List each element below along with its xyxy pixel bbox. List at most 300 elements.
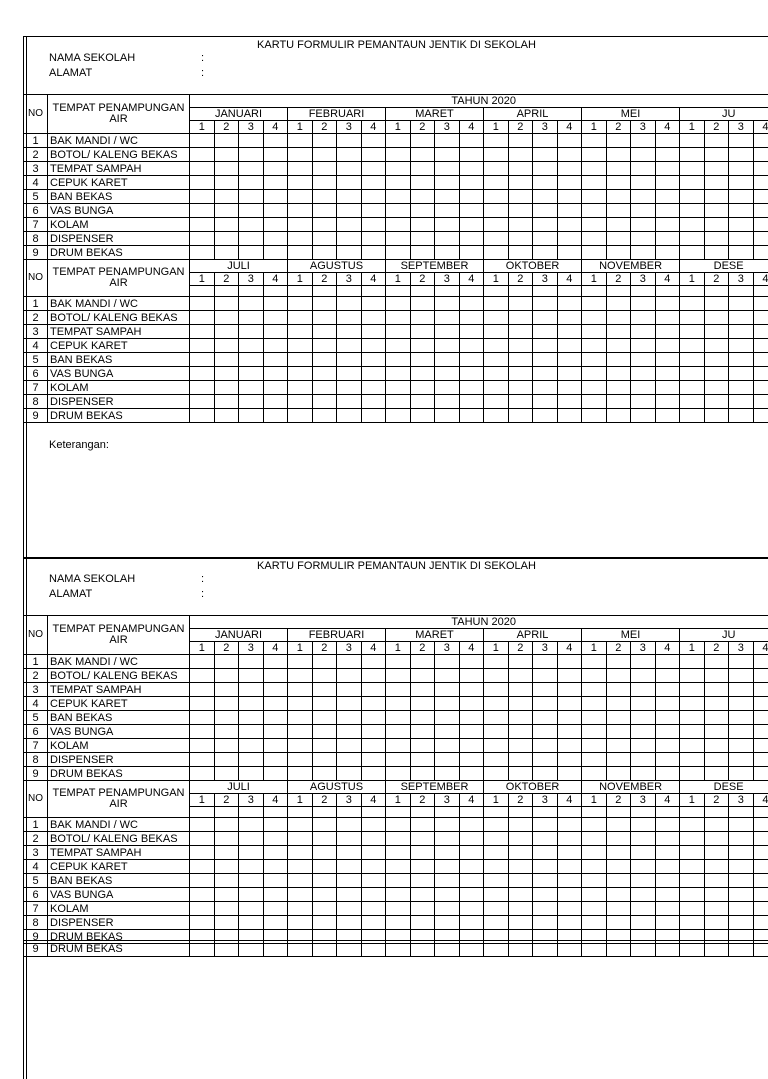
check-cell[interactable] [435, 311, 460, 325]
check-cell[interactable] [312, 204, 337, 218]
check-cell[interactable] [386, 846, 411, 860]
check-cell[interactable] [631, 697, 656, 711]
check-cell[interactable] [337, 176, 362, 190]
check-cell[interactable] [361, 739, 386, 753]
check-cell[interactable] [631, 874, 656, 888]
check-cell[interactable] [361, 246, 386, 260]
check-cell[interactable] [655, 162, 680, 176]
check-cell[interactable] [288, 902, 313, 916]
check-cell[interactable] [508, 846, 533, 860]
check-cell[interactable] [557, 683, 582, 697]
check-cell[interactable] [582, 655, 607, 669]
check-cell[interactable] [410, 818, 435, 832]
check-cell[interactable] [386, 739, 411, 753]
check-cell[interactable] [606, 818, 631, 832]
check-cell[interactable] [729, 916, 754, 930]
check-cell[interactable] [435, 353, 460, 367]
check-cell[interactable] [214, 767, 239, 781]
check-cell[interactable] [753, 832, 768, 846]
check-cell[interactable] [263, 162, 288, 176]
check-cell[interactable] [288, 832, 313, 846]
check-cell[interactable] [312, 409, 337, 423]
check-cell[interactable] [214, 846, 239, 860]
check-cell[interactable] [655, 353, 680, 367]
check-cell[interactable] [386, 367, 411, 381]
check-cell[interactable] [337, 832, 362, 846]
check-cell[interactable] [410, 339, 435, 353]
check-cell[interactable] [288, 767, 313, 781]
check-cell[interactable] [729, 902, 754, 916]
check-cell[interactable] [288, 353, 313, 367]
check-cell[interactable] [435, 941, 460, 956]
check-cell[interactable] [680, 148, 705, 162]
check-cell[interactable] [288, 697, 313, 711]
check-cell[interactable] [533, 367, 558, 381]
check-cell[interactable] [410, 297, 435, 311]
check-cell[interactable] [214, 353, 239, 367]
check-cell[interactable] [753, 683, 768, 697]
check-cell[interactable] [386, 311, 411, 325]
check-cell[interactable] [753, 941, 768, 956]
check-cell[interactable] [484, 846, 509, 860]
check-cell[interactable] [239, 846, 264, 860]
check-cell[interactable] [729, 874, 754, 888]
check-cell[interactable] [655, 767, 680, 781]
check-cell[interactable] [190, 916, 215, 930]
check-cell[interactable] [582, 409, 607, 423]
check-cell[interactable] [361, 860, 386, 874]
check-cell[interactable] [214, 818, 239, 832]
check-cell[interactable] [557, 711, 582, 725]
check-cell[interactable] [263, 739, 288, 753]
check-cell[interactable] [214, 148, 239, 162]
check-cell[interactable] [410, 232, 435, 246]
check-cell[interactable] [239, 218, 264, 232]
check-cell[interactable] [704, 367, 729, 381]
check-cell[interactable] [214, 367, 239, 381]
check-cell[interactable] [631, 655, 656, 669]
check-cell[interactable] [655, 725, 680, 739]
check-cell[interactable] [729, 311, 754, 325]
check-cell[interactable] [704, 395, 729, 409]
check-cell[interactable] [239, 902, 264, 916]
check-cell[interactable] [190, 162, 215, 176]
check-cell[interactable] [190, 148, 215, 162]
check-cell[interactable] [680, 753, 705, 767]
check-cell[interactable] [704, 941, 729, 956]
check-cell[interactable] [508, 941, 533, 956]
check-cell[interactable] [508, 753, 533, 767]
check-cell[interactable] [606, 134, 631, 148]
check-cell[interactable] [337, 148, 362, 162]
check-cell[interactable] [459, 711, 484, 725]
check-cell[interactable] [386, 818, 411, 832]
check-cell[interactable] [484, 818, 509, 832]
check-cell[interactable] [753, 353, 768, 367]
check-cell[interactable] [680, 190, 705, 204]
check-cell[interactable] [484, 697, 509, 711]
check-cell[interactable] [533, 767, 558, 781]
check-cell[interactable] [214, 190, 239, 204]
check-cell[interactable] [190, 232, 215, 246]
check-cell[interactable] [288, 818, 313, 832]
check-cell[interactable] [484, 739, 509, 753]
check-cell[interactable] [680, 381, 705, 395]
check-cell[interactable] [337, 739, 362, 753]
check-cell[interactable] [239, 683, 264, 697]
check-cell[interactable] [606, 669, 631, 683]
check-cell[interactable] [655, 311, 680, 325]
check-cell[interactable] [312, 902, 337, 916]
check-cell[interactable] [459, 204, 484, 218]
check-cell[interactable] [484, 395, 509, 409]
check-cell[interactable] [312, 218, 337, 232]
check-cell[interactable] [582, 902, 607, 916]
check-cell[interactable] [631, 846, 656, 860]
check-cell[interactable] [704, 767, 729, 781]
check-cell[interactable] [410, 669, 435, 683]
check-cell[interactable] [435, 162, 460, 176]
check-cell[interactable] [386, 381, 411, 395]
check-cell[interactable] [361, 902, 386, 916]
check-cell[interactable] [655, 246, 680, 260]
check-cell[interactable] [557, 409, 582, 423]
check-cell[interactable] [435, 655, 460, 669]
check-cell[interactable] [435, 902, 460, 916]
check-cell[interactable] [263, 818, 288, 832]
check-cell[interactable] [435, 818, 460, 832]
check-cell[interactable] [386, 353, 411, 367]
check-cell[interactable] [655, 902, 680, 916]
check-cell[interactable] [410, 916, 435, 930]
check-cell[interactable] [288, 367, 313, 381]
check-cell[interactable] [704, 846, 729, 860]
check-cell[interactable] [337, 190, 362, 204]
check-cell[interactable] [239, 176, 264, 190]
check-cell[interactable] [239, 297, 264, 311]
check-cell[interactable] [410, 941, 435, 956]
check-cell[interactable] [263, 941, 288, 956]
check-cell[interactable] [704, 916, 729, 930]
check-cell[interactable] [704, 190, 729, 204]
check-cell[interactable] [753, 246, 768, 260]
check-cell[interactable] [386, 190, 411, 204]
check-cell[interactable] [631, 311, 656, 325]
check-cell[interactable] [606, 832, 631, 846]
check-cell[interactable] [680, 339, 705, 353]
check-cell[interactable] [729, 669, 754, 683]
check-cell[interactable] [263, 381, 288, 395]
check-cell[interactable] [484, 232, 509, 246]
check-cell[interactable] [582, 218, 607, 232]
check-cell[interactable] [655, 218, 680, 232]
check-cell[interactable] [337, 916, 362, 930]
check-cell[interactable] [190, 204, 215, 218]
check-cell[interactable] [508, 367, 533, 381]
check-cell[interactable] [582, 353, 607, 367]
check-cell[interactable] [557, 204, 582, 218]
check-cell[interactable] [312, 353, 337, 367]
check-cell[interactable] [337, 874, 362, 888]
check-cell[interactable] [239, 669, 264, 683]
check-cell[interactable] [386, 218, 411, 232]
check-cell[interactable] [582, 739, 607, 753]
check-cell[interactable] [459, 874, 484, 888]
check-cell[interactable] [631, 753, 656, 767]
check-cell[interactable] [508, 246, 533, 260]
check-cell[interactable] [190, 818, 215, 832]
check-cell[interactable] [288, 916, 313, 930]
check-cell[interactable] [704, 711, 729, 725]
check-cell[interactable] [508, 683, 533, 697]
check-cell[interactable] [190, 381, 215, 395]
check-cell[interactable] [680, 888, 705, 902]
check-cell[interactable] [386, 874, 411, 888]
check-cell[interactable] [386, 941, 411, 956]
check-cell[interactable] [459, 725, 484, 739]
check-cell[interactable] [606, 767, 631, 781]
check-cell[interactable] [557, 655, 582, 669]
check-cell[interactable] [557, 395, 582, 409]
check-cell[interactable] [631, 190, 656, 204]
check-cell[interactable] [704, 739, 729, 753]
check-cell[interactable] [704, 818, 729, 832]
check-cell[interactable] [704, 860, 729, 874]
check-cell[interactable] [557, 311, 582, 325]
check-cell[interactable] [753, 725, 768, 739]
check-cell[interactable] [459, 860, 484, 874]
check-cell[interactable] [557, 246, 582, 260]
check-cell[interactable] [557, 353, 582, 367]
check-cell[interactable] [484, 176, 509, 190]
check-cell[interactable] [508, 134, 533, 148]
check-cell[interactable] [655, 739, 680, 753]
check-cell[interactable] [312, 818, 337, 832]
check-cell[interactable] [361, 297, 386, 311]
check-cell[interactable] [435, 395, 460, 409]
check-cell[interactable] [753, 888, 768, 902]
check-cell[interactable] [459, 325, 484, 339]
check-cell[interactable] [239, 148, 264, 162]
check-cell[interactable] [435, 860, 460, 874]
check-cell[interactable] [753, 325, 768, 339]
check-cell[interactable] [288, 381, 313, 395]
check-cell[interactable] [459, 888, 484, 902]
check-cell[interactable] [606, 339, 631, 353]
check-cell[interactable] [753, 916, 768, 930]
check-cell[interactable] [606, 888, 631, 902]
check-cell[interactable] [533, 669, 558, 683]
check-cell[interactable] [729, 190, 754, 204]
check-cell[interactable] [288, 655, 313, 669]
check-cell[interactable] [704, 232, 729, 246]
check-cell[interactable] [680, 367, 705, 381]
check-cell[interactable] [214, 739, 239, 753]
check-cell[interactable] [655, 860, 680, 874]
check-cell[interactable] [655, 888, 680, 902]
check-cell[interactable] [214, 176, 239, 190]
check-cell[interactable] [729, 739, 754, 753]
check-cell[interactable] [606, 218, 631, 232]
check-cell[interactable] [459, 311, 484, 325]
check-cell[interactable] [753, 655, 768, 669]
check-cell[interactable] [606, 697, 631, 711]
check-cell[interactable] [729, 860, 754, 874]
check-cell[interactable] [753, 339, 768, 353]
check-cell[interactable] [337, 669, 362, 683]
check-cell[interactable] [704, 204, 729, 218]
check-cell[interactable] [753, 297, 768, 311]
check-cell[interactable] [655, 297, 680, 311]
check-cell[interactable] [729, 325, 754, 339]
check-cell[interactable] [631, 176, 656, 190]
check-cell[interactable] [337, 311, 362, 325]
check-cell[interactable] [361, 134, 386, 148]
check-cell[interactable] [361, 218, 386, 232]
check-cell[interactable] [533, 888, 558, 902]
check-cell[interactable] [508, 148, 533, 162]
check-cell[interactable] [533, 297, 558, 311]
check-cell[interactable] [288, 325, 313, 339]
check-cell[interactable] [655, 409, 680, 423]
check-cell[interactable] [386, 204, 411, 218]
check-cell[interactable] [263, 297, 288, 311]
check-cell[interactable] [557, 297, 582, 311]
check-cell[interactable] [753, 395, 768, 409]
check-cell[interactable] [459, 753, 484, 767]
check-cell[interactable] [337, 902, 362, 916]
check-cell[interactable] [312, 753, 337, 767]
check-cell[interactable] [753, 204, 768, 218]
check-cell[interactable] [582, 246, 607, 260]
check-cell[interactable] [410, 190, 435, 204]
check-cell[interactable] [631, 218, 656, 232]
check-cell[interactable] [263, 683, 288, 697]
check-cell[interactable] [582, 176, 607, 190]
check-cell[interactable] [386, 325, 411, 339]
check-cell[interactable] [361, 381, 386, 395]
check-cell[interactable] [459, 134, 484, 148]
check-cell[interactable] [263, 655, 288, 669]
check-cell[interactable] [508, 860, 533, 874]
check-cell[interactable] [557, 739, 582, 753]
check-cell[interactable] [263, 218, 288, 232]
check-cell[interactable] [631, 367, 656, 381]
check-cell[interactable] [753, 232, 768, 246]
check-cell[interactable] [410, 832, 435, 846]
check-cell[interactable] [410, 739, 435, 753]
check-cell[interactable] [312, 832, 337, 846]
check-cell[interactable] [288, 753, 313, 767]
check-cell[interactable] [239, 409, 264, 423]
check-cell[interactable] [557, 902, 582, 916]
check-cell[interactable] [361, 162, 386, 176]
check-cell[interactable] [361, 325, 386, 339]
check-cell[interactable] [263, 916, 288, 930]
check-cell[interactable] [582, 941, 607, 956]
check-cell[interactable] [361, 339, 386, 353]
check-cell[interactable] [680, 683, 705, 697]
check-cell[interactable] [435, 846, 460, 860]
check-cell[interactable] [508, 697, 533, 711]
check-cell[interactable] [312, 297, 337, 311]
check-cell[interactable] [214, 669, 239, 683]
check-cell[interactable] [606, 297, 631, 311]
check-cell[interactable] [557, 381, 582, 395]
check-cell[interactable] [337, 218, 362, 232]
check-cell[interactable] [606, 711, 631, 725]
check-cell[interactable] [680, 395, 705, 409]
check-cell[interactable] [239, 874, 264, 888]
check-cell[interactable] [312, 874, 337, 888]
check-cell[interactable] [533, 176, 558, 190]
check-cell[interactable] [484, 339, 509, 353]
check-cell[interactable] [435, 874, 460, 888]
check-cell[interactable] [337, 888, 362, 902]
check-cell[interactable] [214, 697, 239, 711]
check-cell[interactable] [484, 162, 509, 176]
check-cell[interactable] [508, 204, 533, 218]
check-cell[interactable] [312, 325, 337, 339]
check-cell[interactable] [704, 325, 729, 339]
check-cell[interactable] [704, 148, 729, 162]
check-cell[interactable] [190, 941, 215, 956]
check-cell[interactable] [582, 916, 607, 930]
check-cell[interactable] [729, 218, 754, 232]
check-cell[interactable] [459, 232, 484, 246]
check-cell[interactable] [239, 888, 264, 902]
check-cell[interactable] [557, 753, 582, 767]
check-cell[interactable] [190, 246, 215, 260]
check-cell[interactable] [214, 409, 239, 423]
check-cell[interactable] [680, 874, 705, 888]
check-cell[interactable] [361, 888, 386, 902]
check-cell[interactable] [386, 902, 411, 916]
check-cell[interactable] [312, 190, 337, 204]
check-cell[interactable] [753, 902, 768, 916]
check-cell[interactable] [263, 725, 288, 739]
check-cell[interactable] [729, 941, 754, 956]
check-cell[interactable] [312, 148, 337, 162]
check-cell[interactable] [459, 655, 484, 669]
check-cell[interactable] [680, 409, 705, 423]
check-cell[interactable] [386, 767, 411, 781]
check-cell[interactable] [704, 353, 729, 367]
check-cell[interactable] [606, 753, 631, 767]
check-cell[interactable] [631, 941, 656, 956]
check-cell[interactable] [435, 725, 460, 739]
check-cell[interactable] [288, 176, 313, 190]
check-cell[interactable] [484, 860, 509, 874]
check-cell[interactable] [263, 767, 288, 781]
check-cell[interactable] [190, 190, 215, 204]
check-cell[interactable] [704, 725, 729, 739]
check-cell[interactable] [361, 148, 386, 162]
check-cell[interactable] [655, 204, 680, 218]
check-cell[interactable] [337, 204, 362, 218]
check-cell[interactable] [459, 916, 484, 930]
check-cell[interactable] [582, 860, 607, 874]
check-cell[interactable] [508, 339, 533, 353]
check-cell[interactable] [533, 204, 558, 218]
check-cell[interactable] [680, 711, 705, 725]
check-cell[interactable] [312, 767, 337, 781]
check-cell[interactable] [337, 860, 362, 874]
check-cell[interactable] [753, 860, 768, 874]
check-cell[interactable] [680, 162, 705, 176]
check-cell[interactable] [361, 669, 386, 683]
check-cell[interactable] [239, 739, 264, 753]
